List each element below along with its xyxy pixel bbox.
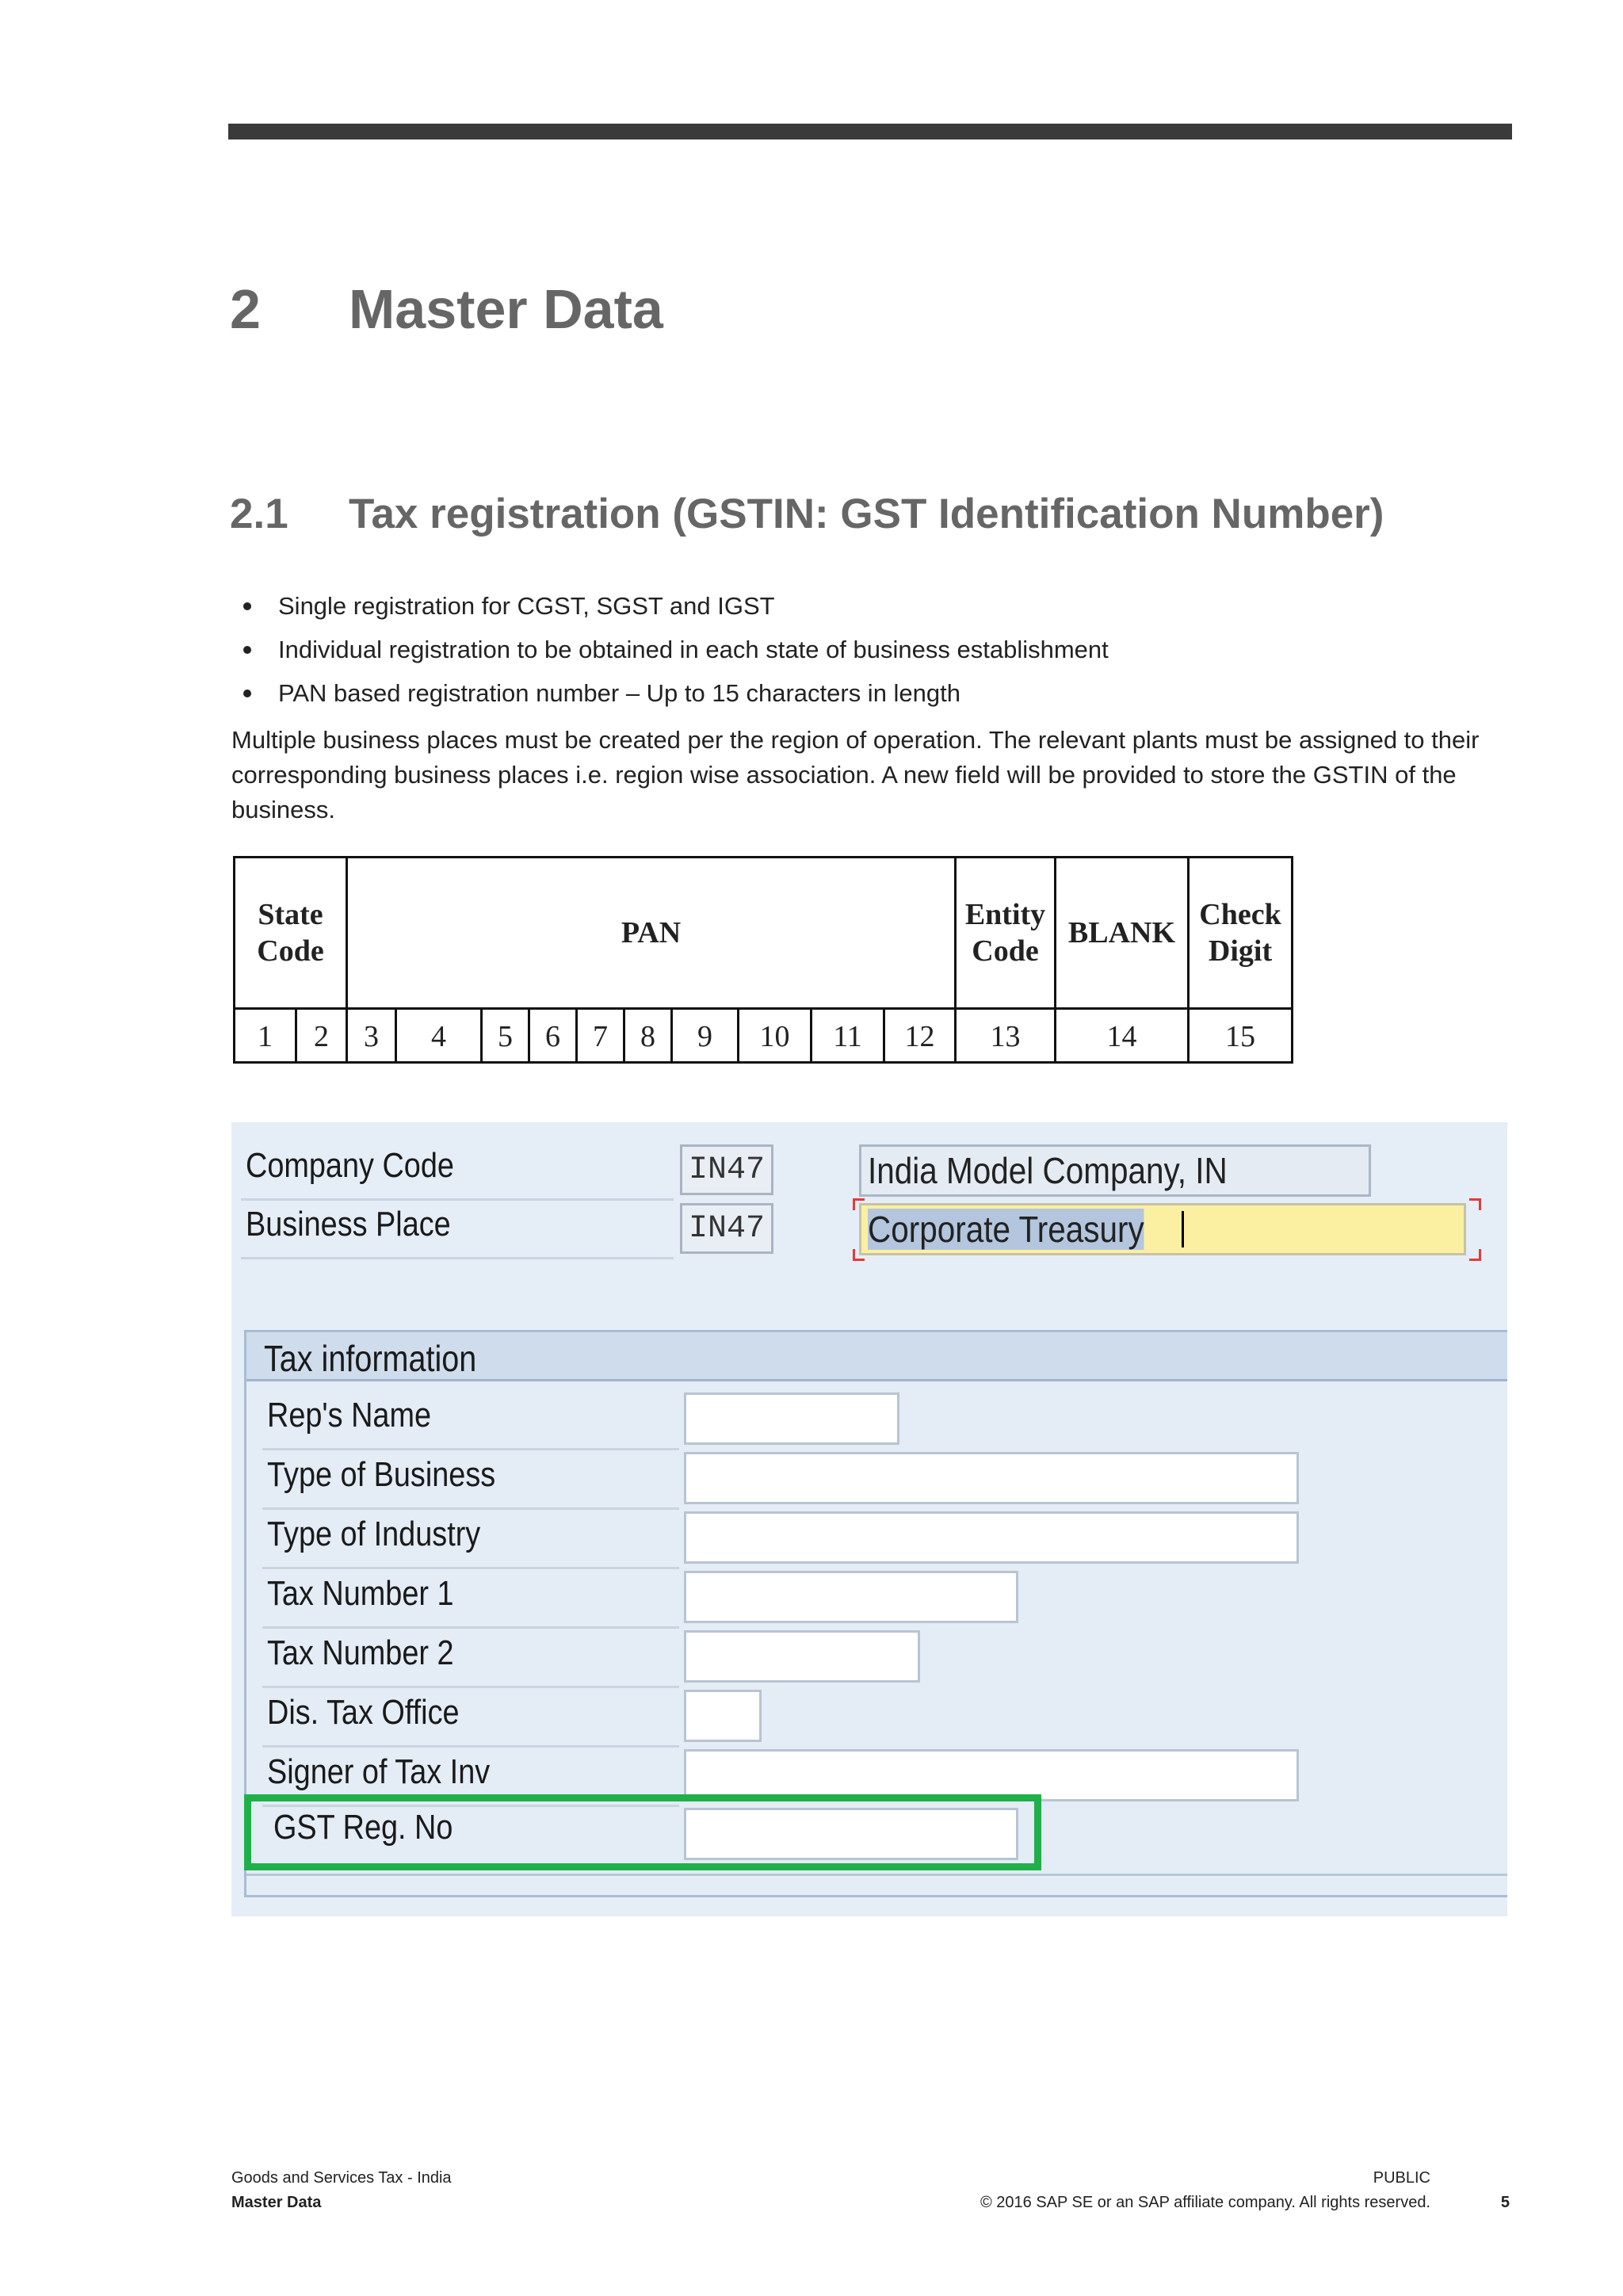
footer-page-number: 5 bbox=[1500, 2194, 1510, 2211]
list-item: Single registration for CGST, SGST and IGST bbox=[230, 590, 1109, 634]
footer-section: Master Data bbox=[231, 2194, 322, 2211]
footer-classification: PUBLIC bbox=[1373, 2169, 1430, 2187]
company-code-field[interactable]: IN47 bbox=[680, 1144, 773, 1195]
tax-number-1-label: Tax Number 1 bbox=[267, 1574, 454, 1613]
type-of-business-label: Type of Business bbox=[267, 1455, 496, 1494]
bullet-icon bbox=[243, 646, 251, 654]
chapter-number: 2 bbox=[230, 278, 261, 340]
section-heading bbox=[230, 490, 1384, 538]
text-cursor bbox=[1182, 1211, 1184, 1247]
business-place-name-field[interactable]: Corporate Treasury bbox=[859, 1203, 1466, 1255]
label-underline bbox=[241, 1198, 674, 1201]
focus-corner bbox=[853, 1198, 865, 1210]
tax-number-2-label: Tax Number 2 bbox=[267, 1633, 454, 1672]
position-cell: 2 bbox=[297, 1010, 348, 1064]
company-name-field[interactable]: India Model Company, IN bbox=[859, 1144, 1371, 1197]
gst-reg-no-label: GST Reg. No bbox=[273, 1808, 453, 1847]
gst-reg-no-highlight bbox=[244, 1794, 1041, 1870]
position-cell: 14 bbox=[1056, 1010, 1190, 1064]
bullet-icon bbox=[243, 690, 251, 697]
chapter-title: Master Data bbox=[349, 278, 663, 340]
position-cell: 7 bbox=[578, 1010, 625, 1064]
tax-number-1-input[interactable] bbox=[684, 1571, 1018, 1623]
group-header bbox=[246, 1332, 1507, 1381]
group-title: Tax information bbox=[264, 1338, 477, 1379]
type-of-industry-input[interactable] bbox=[684, 1511, 1299, 1564]
position-cell: 3 bbox=[348, 1010, 397, 1064]
business-place-field[interactable]: IN47 bbox=[680, 1203, 773, 1254]
dis-tax-office-input[interactable] bbox=[684, 1690, 762, 1742]
label-underline bbox=[262, 1448, 679, 1450]
position-cell: 12 bbox=[885, 1010, 957, 1064]
group-bottom-rule bbox=[246, 1874, 1507, 1876]
type-of-business-input[interactable] bbox=[684, 1452, 1299, 1504]
focus-corner bbox=[853, 1249, 865, 1261]
header-entity-code: Entity Code bbox=[957, 858, 1056, 1007]
focus-corner bbox=[1469, 1198, 1481, 1210]
position-cell: 4 bbox=[397, 1010, 483, 1064]
position-cell: 5 bbox=[483, 1010, 530, 1064]
focus-corner bbox=[1469, 1249, 1481, 1261]
header-blank: BLANK bbox=[1056, 858, 1190, 1007]
tax-number-2-input[interactable] bbox=[684, 1630, 920, 1683]
chapter-heading bbox=[230, 277, 663, 341]
label-underline bbox=[262, 1686, 679, 1688]
position-cell: 11 bbox=[812, 1010, 885, 1064]
position-cell: 1 bbox=[235, 1010, 297, 1064]
header-pan: PAN bbox=[348, 858, 957, 1007]
label-underline bbox=[262, 1745, 679, 1748]
footer-doc-title: Goods and Services Tax - India bbox=[231, 2169, 452, 2187]
section-number: 2.1 bbox=[230, 491, 288, 537]
label-underline bbox=[262, 1507, 679, 1510]
header-check-digit: Check Digit bbox=[1199, 898, 1281, 968]
body-paragraph: Multiple business places must be created per the region of operation. The relevant plants must be assigned to their corresponding business places i.e. region wise association. A new field will be provided to store the GSTIN of the business. bbox=[231, 726, 1480, 823]
header-rule bbox=[228, 124, 1512, 139]
position-cell: 9 bbox=[673, 1010, 739, 1064]
label-underline bbox=[262, 1626, 679, 1629]
position-cell: 10 bbox=[739, 1010, 812, 1064]
label-underline bbox=[241, 1257, 674, 1259]
sap-business-place-screen bbox=[231, 1122, 1507, 1916]
business-place-label: Business Place bbox=[246, 1205, 451, 1244]
signer-of-tax-inv-label: Signer of Tax Inv bbox=[267, 1752, 491, 1791]
reps-name-input[interactable] bbox=[684, 1392, 899, 1445]
bullet-list bbox=[230, 590, 1109, 721]
position-cell: 8 bbox=[625, 1010, 673, 1064]
gstin-structure-table bbox=[233, 856, 1293, 1064]
company-code-label: Company Code bbox=[246, 1146, 454, 1185]
position-cell: 6 bbox=[530, 1010, 578, 1064]
reps-name-label: Rep's Name bbox=[267, 1396, 432, 1435]
list-item: PAN based registration number – Up to 15 characters in length bbox=[230, 678, 1109, 721]
type-of-industry-label: Type of Industry bbox=[267, 1515, 481, 1553]
footer-copyright: © 2016 SAP SE or an SAP affiliate company. All rights reserved. bbox=[980, 2194, 1430, 2211]
position-cell: 15 bbox=[1225, 1020, 1255, 1053]
section-title: Tax registration (GSTIN: GST Identification Number) bbox=[349, 491, 1384, 537]
dis-tax-office-label: Dis. Tax Office bbox=[267, 1693, 460, 1732]
bullet-icon bbox=[243, 602, 251, 610]
label-underline bbox=[262, 1567, 679, 1569]
list-item: Individual registration to be obtained in each state of business establishment bbox=[230, 634, 1109, 678]
position-cell: 13 bbox=[957, 1010, 1056, 1064]
header-state-code: State Code bbox=[235, 858, 348, 1007]
